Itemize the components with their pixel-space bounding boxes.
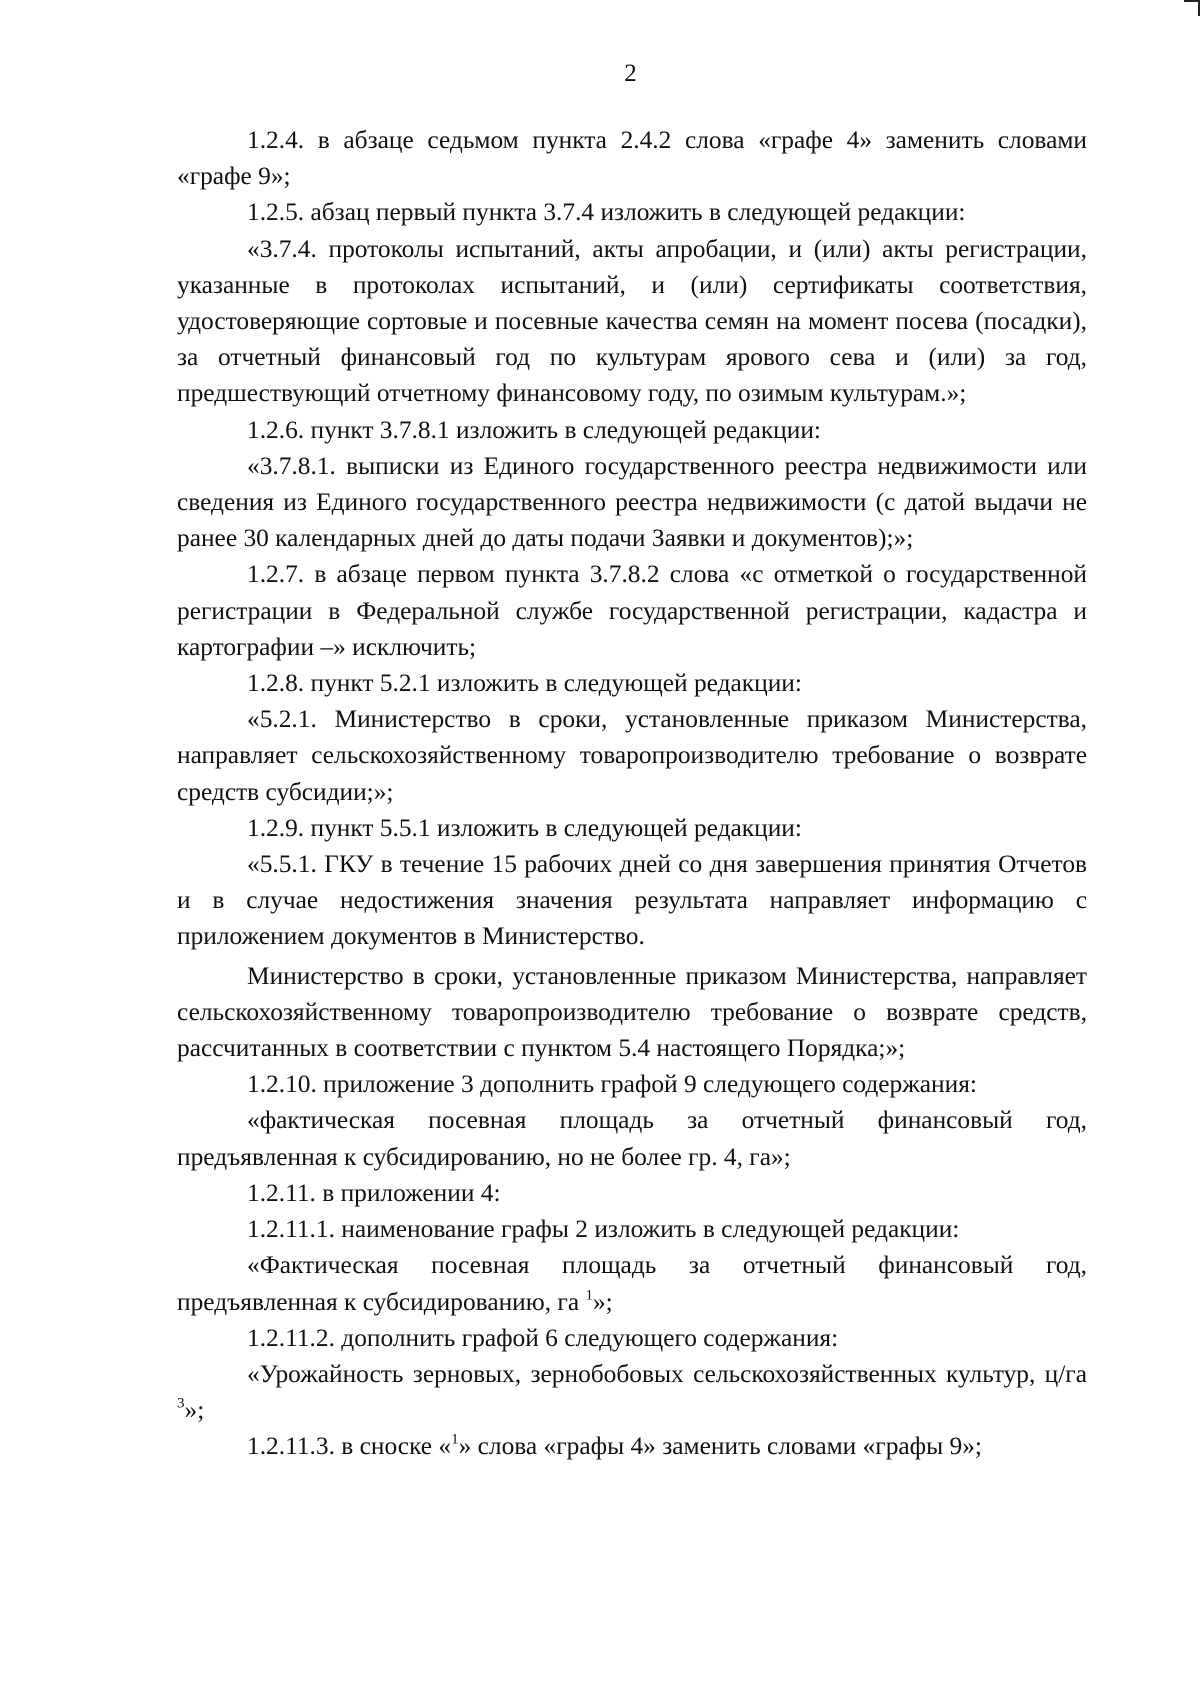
quote-column-6-text: «Урожайность зерновых, зернобобовых сельскохозяйственных культур, ц/га bbox=[247, 1359, 1087, 1388]
quote-3-7-4: «3.7.4. протоколы испытаний, акты апробации, и (или) акты регистрации, указанные в протоколах испытаний, и (или) сертификаты соответствия, удостоверяющие сортовые и посевные качества семян на момент посева (посадки), за отчетный финансовый год по культурам ярового сева и (или) за год, предшествующий отчетному финансовому году, по озимым культурам.»; bbox=[177, 234, 1087, 408]
quote-5-5-1-continued: Министерство в сроки, установленные приказом Министерства, направляет сельскохозяйственному товаропроизводителю требование о возврате средств, рассчитанных в соответствии с пунктом 5.4 настоящего Порядка;»; bbox=[177, 961, 1087, 1063]
paragraph-1-2-11: 1.2.11. в приложении 4: bbox=[247, 1178, 501, 1207]
paragraph-1-2-11-3 bbox=[177, 1428, 1087, 1464]
paragraph-1-2-10: 1.2.10. приложение 3 дополнить графой 9 следующего содержания: bbox=[247, 1070, 977, 1099]
quote-column-6 bbox=[177, 1356, 1087, 1428]
paragraph-1-2-8: 1.2.8. пункт 5.2.1 изложить в следующей редакции: bbox=[247, 669, 802, 698]
paragraph-1-2-11-1: 1.2.11.1. наименование графы 2 изложить в следующей редакции: bbox=[247, 1215, 960, 1244]
paragraph-1-2-11-3-tail: » слова «графы 4» заменить словами «графы 9»; bbox=[458, 1432, 982, 1461]
quote-column-6-tail: »; bbox=[184, 1396, 205, 1425]
quote-5-2-1: «5.2.1. Министерство в сроки, установленные приказом Министерства, направляет сельскохозяйственному товаропроизводителю требование о возврате средств субсидии;»; bbox=[177, 705, 1087, 806]
document-body bbox=[177, 122, 1087, 1465]
paragraph-1-2-11-3-text: 1.2.11.3. в сноске « bbox=[247, 1432, 452, 1461]
quote-5-5-1: «5.5.1. ГКУ в течение 15 рабочих дней со дня завершения принятия Отчетов и в случае недостижения значения результата направляет информацию с приложением документов в Министерство. bbox=[177, 850, 1087, 951]
footnote-ref-3: 3 bbox=[177, 1395, 185, 1412]
paragraph-1-2-6: 1.2.6. пункт 3.7.8.1 изложить в следующей редакции: bbox=[247, 415, 821, 444]
paragraph-1-2-9: 1.2.9. пункт 5.5.1 изложить в следующей редакции: bbox=[247, 813, 802, 842]
page-corner-mark bbox=[1184, 0, 1200, 16]
footnote-ref-1-inline: 1 bbox=[451, 1431, 459, 1448]
paragraph-1-2-4: 1.2.4. в абзаце седьмом пункта 2.4.2 слова «графе 4» заменить словами «графе 9»; bbox=[177, 126, 1087, 191]
paragraph-1-2-11-2: 1.2.11.2. дополнить графой 6 следующего содержания: bbox=[247, 1323, 839, 1352]
footnote-ref-1: 1 bbox=[585, 1287, 593, 1303]
quote-3-7-8-1: «3.7.8.1. выписки из Единого государственного реестра недвижимости или сведения из Единого государственного реестра недвижимости (с датой выдачи не ранее 30 календарных дней до даты подачи Заявки и документов);»; bbox=[177, 451, 1087, 553]
paragraph-1-2-5: 1.2.5. абзац первый пункта 3.7.4 изложить в следующей редакции: bbox=[247, 198, 966, 227]
page-number: 2 bbox=[624, 60, 637, 87]
quote-column-2-tail: »; bbox=[592, 1287, 613, 1316]
quote-column-2-text: «Фактическая посевная площадь за отчетный финансовый год, предъявленная к субсидированию, га bbox=[177, 1251, 1087, 1316]
quote-column-2 bbox=[177, 1247, 1087, 1319]
paragraph-1-2-7: 1.2.7. в абзаце первом пункта 3.7.8.2 слова «с отметкой о государственной регистрации в Федеральной службе государственной регистрации, кадастра и картографии –» исключить; bbox=[177, 560, 1087, 661]
quote-column-9: «фактическая посевная площадь за отчетный финансовый год, предъявленная к субсидированию, но не более гр. 4, га»; bbox=[177, 1106, 1087, 1171]
